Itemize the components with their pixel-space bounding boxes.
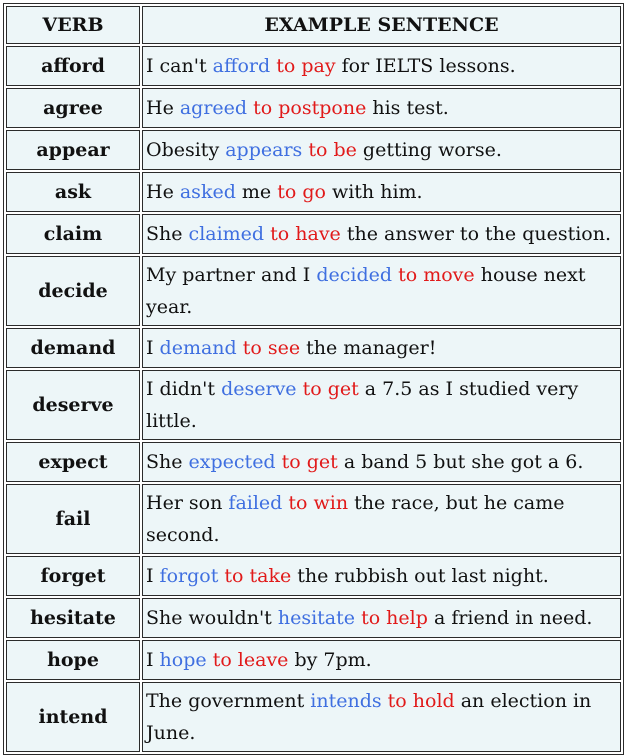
highlighted-infinitive: to leave bbox=[212, 649, 289, 671]
highlighted-infinitive: to pay bbox=[276, 55, 336, 77]
highlighted-verb: afford bbox=[212, 55, 271, 77]
verb-cell-hesitate: hesitate bbox=[6, 598, 140, 638]
sentence-text: house next year. bbox=[146, 264, 586, 318]
sentence-text: by 7pm. bbox=[288, 649, 372, 671]
example-sentence-cell bbox=[142, 46, 621, 86]
highlighted-verb: hesitate bbox=[277, 607, 356, 629]
sentence-text: a 7.5 as I studied very little. bbox=[146, 378, 579, 432]
highlighted-verb: expected bbox=[188, 451, 276, 473]
example-sentence-cell bbox=[142, 484, 621, 554]
sentence-text: I didn't bbox=[146, 378, 222, 400]
highlighted-infinitive: to have bbox=[270, 223, 341, 245]
table-row bbox=[6, 328, 621, 368]
verb-cell-agree: agree bbox=[6, 88, 140, 128]
verb-cell-intend: intend bbox=[6, 682, 140, 752]
verb-cell-hope: hope bbox=[6, 640, 140, 680]
example-sentence-cell bbox=[142, 442, 621, 482]
table-row bbox=[6, 172, 621, 212]
verb-cell-demand: demand bbox=[6, 328, 140, 368]
highlighted-infinitive: to win bbox=[288, 492, 349, 514]
example-sentence-cell bbox=[142, 682, 621, 752]
sentence-text: the answer to the question. bbox=[340, 223, 612, 245]
sentence-text: He bbox=[146, 181, 180, 203]
sentence-text: the manager! bbox=[300, 337, 437, 359]
table-row bbox=[6, 370, 621, 440]
highlighted-infinitive: to postpone bbox=[253, 97, 367, 119]
sentence-text: a friend in need. bbox=[427, 607, 593, 629]
sentence-text: My partner and I bbox=[146, 264, 317, 286]
table-row bbox=[6, 484, 621, 554]
example-sentence-cell bbox=[142, 88, 621, 128]
example-sentence-cell bbox=[142, 640, 621, 680]
highlighted-infinitive: to get bbox=[281, 451, 338, 473]
example-sentence-cell bbox=[142, 130, 621, 170]
header-example-sentence: EXAMPLE SENTENCE bbox=[142, 6, 621, 44]
sentence-text: I can't bbox=[146, 55, 213, 77]
highlighted-infinitive: to get bbox=[302, 378, 359, 400]
highlighted-infinitive: to be bbox=[308, 139, 357, 161]
sentence-text: He bbox=[146, 97, 180, 119]
table-body bbox=[6, 46, 621, 752]
sentence-text: I bbox=[146, 337, 160, 359]
verb-cell-decide: decide bbox=[6, 256, 140, 326]
table-row bbox=[6, 214, 621, 254]
example-sentence-cell bbox=[142, 328, 621, 368]
verb-cell-ask: ask bbox=[6, 172, 140, 212]
highlighted-infinitive: to go bbox=[277, 181, 326, 203]
table-row bbox=[6, 46, 621, 86]
sentence-text: She bbox=[146, 451, 189, 473]
highlighted-verb: failed bbox=[228, 492, 283, 514]
sentence-text: I bbox=[146, 649, 160, 671]
verb-cell-deserve: deserve bbox=[6, 370, 140, 440]
table-row bbox=[6, 598, 621, 638]
highlighted-verb: hope bbox=[159, 649, 207, 671]
sentence-text: the race, but he came second. bbox=[146, 492, 565, 546]
verb-cell-afford: afford bbox=[6, 46, 140, 86]
highlighted-verb: demand bbox=[159, 337, 237, 359]
highlighted-infinitive: to hold bbox=[387, 690, 455, 712]
sentence-text: a band 5 but she got a 6. bbox=[337, 451, 584, 473]
highlighted-verb: asked bbox=[179, 181, 236, 203]
verb-cell-expect: expect bbox=[6, 442, 140, 482]
table-row bbox=[6, 88, 621, 128]
example-sentence-cell bbox=[142, 172, 621, 212]
highlighted-verb: deserve bbox=[221, 378, 297, 400]
highlighted-verb: agreed bbox=[179, 97, 248, 119]
sentence-text: with him. bbox=[325, 181, 423, 203]
example-sentence-cell bbox=[142, 256, 621, 326]
sentence-text: The government bbox=[146, 690, 311, 712]
sentence-text: me bbox=[235, 181, 278, 203]
sentence-text: for IELTS lessons. bbox=[335, 55, 516, 77]
highlighted-verb: claimed bbox=[188, 223, 265, 245]
example-sentence-cell bbox=[142, 556, 621, 596]
sentence-text: an election in June. bbox=[146, 690, 592, 744]
sentence-text: his test. bbox=[366, 97, 449, 119]
table-row bbox=[6, 130, 621, 170]
verb-table bbox=[3, 3, 624, 755]
sentence-text: Her son bbox=[146, 492, 229, 514]
highlighted-infinitive: to take bbox=[224, 565, 292, 587]
verb-cell-forget: forget bbox=[6, 556, 140, 596]
highlighted-infinitive: to help bbox=[361, 607, 428, 629]
table-row bbox=[6, 256, 621, 326]
table-row bbox=[6, 682, 621, 752]
highlighted-infinitive: to move bbox=[398, 264, 475, 286]
sentence-text: She bbox=[146, 223, 189, 245]
header-verb: VERB bbox=[6, 6, 140, 44]
verb-cell-appear: appear bbox=[6, 130, 140, 170]
sentence-text: getting worse. bbox=[356, 139, 502, 161]
highlighted-verb: forgot bbox=[159, 565, 219, 587]
example-sentence-cell bbox=[142, 370, 621, 440]
sentence-text: the rubbish out last night. bbox=[291, 565, 549, 587]
highlighted-verb: decided bbox=[316, 264, 393, 286]
highlighted-verb: intends bbox=[310, 690, 382, 712]
example-sentence-cell bbox=[142, 598, 621, 638]
table-row bbox=[6, 640, 621, 680]
highlighted-infinitive: to see bbox=[242, 337, 301, 359]
table-row bbox=[6, 556, 621, 596]
sentence-text: She wouldn't bbox=[146, 607, 278, 629]
verb-cell-fail: fail bbox=[6, 484, 140, 554]
highlighted-verb: appears bbox=[225, 139, 303, 161]
table-header bbox=[6, 6, 621, 44]
sentence-text: Obesity bbox=[146, 139, 226, 161]
header-row bbox=[6, 6, 621, 44]
table-row bbox=[6, 442, 621, 482]
sentence-text: I bbox=[146, 565, 160, 587]
verb-cell-claim: claim bbox=[6, 214, 140, 254]
example-sentence-cell bbox=[142, 214, 621, 254]
